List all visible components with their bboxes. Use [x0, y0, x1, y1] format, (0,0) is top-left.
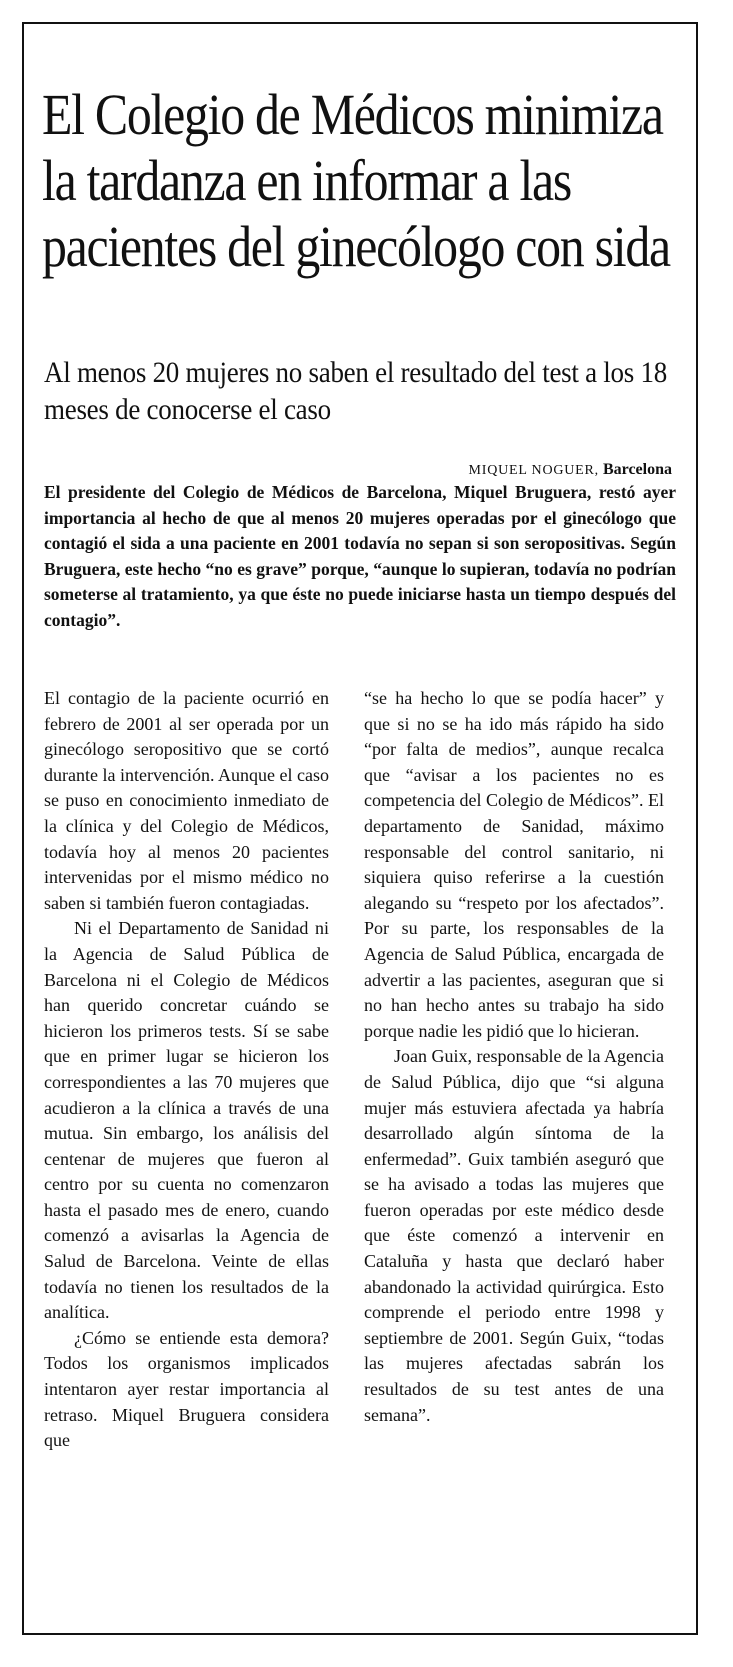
subheadline: Al menos 20 mujeres no saben el resultado del test a los 18 meses de conocerse el caso [44, 356, 667, 426]
body-paragraph: “se ha hecho lo que se podía hacer” y que si no se ha ido más rápido ha sido “por falta de medios”, aunque recalca que “avisar a los pacientes no es competencia del Colegio de Médicos”. El departamento de Sanidad, máximo responsable del control sanitario, ni siquiera quiso referirse a la cuestión alegando su “respeto por los afectados”. Por su parte, los responsables de la Agencia de Salud Pública, encargada de advertir a las pacientes, aseguran que si no han hecho antes su trabajo ha sido porque nadie les pidió que lo hicieran. [364, 688, 664, 1041]
byline-author: MIQUEL NOGUER, [468, 463, 599, 478]
byline-location: Barcelona [602, 461, 672, 478]
body-paragraph: El contagio de la paciente ocurrió en febrero de 2001 al ser operada por un ginecólogo seropositivo que se cortó durante la intervención. Aunque el caso se puso en conocimiento inmediato de la clínica y del Colegio de Médicos, todavía hoy al menos 20 pacientes intervenidas por el mismo médico no saben si también fueron contagiadas. [44, 688, 329, 913]
body-column-right [364, 686, 664, 1428]
headline: El Colegio de Médicos minimiza la tardanza en informar a las pacientes del ginecólogo con sida [42, 82, 670, 279]
byline [469, 460, 672, 481]
body-paragraph: ¿Cómo se entiende esta demora? Todos los organismos implicados intentaron ayer restar importancia al retraso. Miquel Bruguera considera que [44, 1327, 329, 1451]
newspaper-clipping [22, 22, 698, 1635]
body-paragraph: Ni el Departamento de Sanidad ni la Agencia de Salud Pública de Barcelona ni el Colegio de Médicos han querido concretar cuándo se hicieron los primeros tests. Sí se sabe que en primer lugar se hicieron los correspondientes a las 70 mujeres que acudieron a la clínica a través de una mutua. Sin embargo, los análisis del centenar de mujeres que fueron al centro por su cuenta no comenzaron hasta el pasado mes de enero, cuando comenzó a avisarlas la Agencia de Salud de Barcelona. Veinte de ellas todavía no tienen los resultados de la analítica. [44, 918, 329, 1323]
lead-paragraph: El presidente del Colegio de Médicos de Barcelona, Miquel Bruguera, restó ayer importancia al hecho de que al menos 20 mujeres operadas por el ginecólogo que contagió el sida a una paciente en 2001 todavía no sepan si son seropositivas. Según Bruguera, este hecho “no es grave” porque, “aunque lo supieran, todavía no podrían someterse al tratamiento, ya que éste no puede iniciarse hasta un tiempo después del contagio”. [44, 482, 676, 630]
body-paragraph: Joan Guix, responsable de la Agencia de Salud Pública, dijo que “si alguna mujer más estuviera afectada ya habría desarrollado algún síntoma de la enfermedad”. Guix también aseguró que se ha avisado a todas las mujeres que fueron operadas por este médico desde que éste comenzó a intervenir en Cataluña y hasta que declaró haber abandonado la actividad quirúrgica. Esto comprende el periodo entre 1998 y septiembre de 2001. Según Guix, “todas las mujeres afectadas sabrán los resultados de su test antes de una semana”. [364, 1046, 664, 1425]
body-column-left [44, 686, 329, 1454]
